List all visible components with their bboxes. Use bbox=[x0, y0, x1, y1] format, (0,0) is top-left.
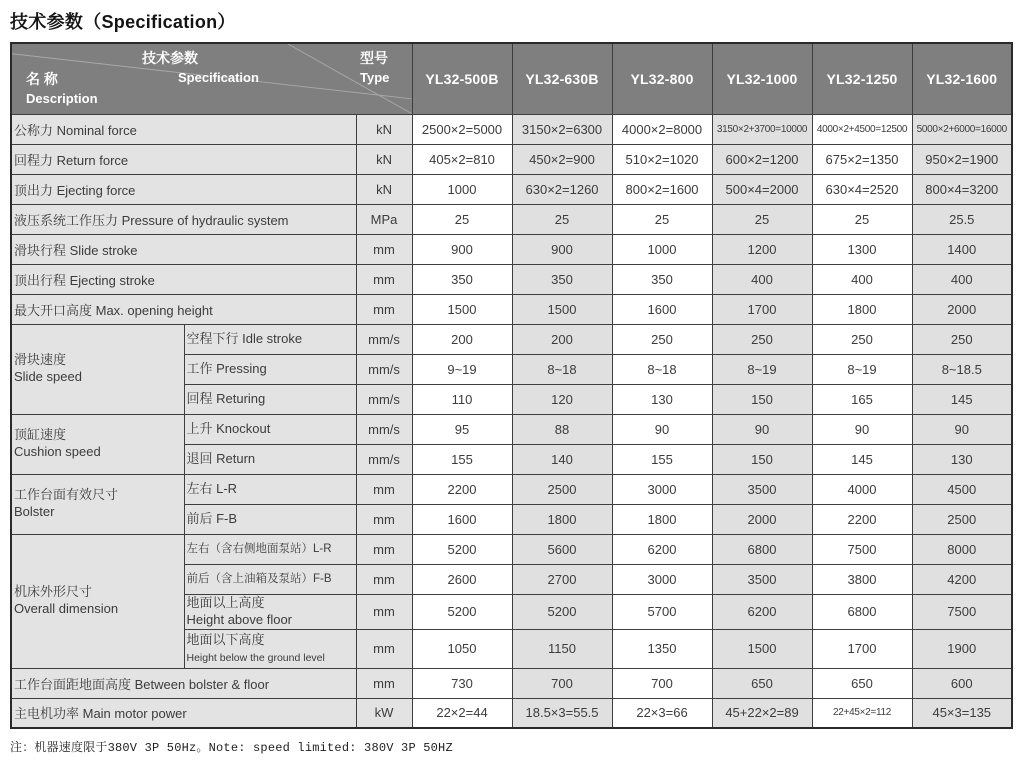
value-cell: 5700 bbox=[612, 594, 712, 629]
sub-label-line1: 工作 Pressing bbox=[186, 360, 267, 376]
value-cell: 800×2=1600 bbox=[612, 174, 712, 204]
header-name-label bbox=[26, 70, 98, 108]
value-cell: 1700 bbox=[712, 294, 812, 324]
spec-row bbox=[11, 144, 1012, 174]
value-cell: 650 bbox=[812, 668, 912, 698]
unit-cell: mm bbox=[356, 629, 412, 668]
value-cell: 600×2=1200 bbox=[712, 144, 812, 174]
row-label: 顶出力 Ejecting force bbox=[11, 174, 356, 204]
group-label-zh: 机床外形尺寸 bbox=[14, 584, 93, 600]
spec-row bbox=[11, 264, 1012, 294]
value-cell: 2500 bbox=[512, 474, 612, 504]
group-label bbox=[11, 474, 184, 534]
value-cell: 5200 bbox=[512, 594, 612, 629]
value-cell: 140 bbox=[512, 444, 612, 474]
value-cell: 400 bbox=[812, 264, 912, 294]
value-cell: 22+45×2=112 bbox=[812, 698, 912, 728]
sub-label bbox=[184, 384, 356, 414]
value-cell: 1900 bbox=[912, 629, 1012, 668]
unit-cell: mm bbox=[356, 534, 412, 564]
row-label: 液压系统工作压力 Pressure of hydraulic system bbox=[11, 204, 356, 234]
sub-label bbox=[184, 534, 356, 564]
sub-label-line1: 回程 Returing bbox=[186, 390, 266, 406]
value-cell: 950×2=1900 bbox=[912, 144, 1012, 174]
value-cell: 1800 bbox=[812, 294, 912, 324]
value-cell: 730 bbox=[412, 668, 512, 698]
header-type-label bbox=[360, 49, 389, 87]
value-cell: 45×3=135 bbox=[912, 698, 1012, 728]
unit-cell: mm bbox=[356, 234, 412, 264]
sub-label bbox=[184, 354, 356, 384]
value-cell: 1300 bbox=[812, 234, 912, 264]
value-cell: 1700 bbox=[812, 629, 912, 668]
value-cell: 675×2=1350 bbox=[812, 144, 912, 174]
value-cell: 110 bbox=[412, 384, 512, 414]
spec-row bbox=[11, 324, 1012, 354]
value-cell: 145 bbox=[912, 384, 1012, 414]
value-cell: 150 bbox=[712, 444, 812, 474]
value-cell: 4500 bbox=[912, 474, 1012, 504]
unit-cell: mm bbox=[356, 594, 412, 629]
value-cell: 1600 bbox=[612, 294, 712, 324]
group-label-zh: 滑块速度 bbox=[14, 352, 67, 368]
sub-label-line1: 空程下行 Idle stroke bbox=[186, 330, 303, 346]
value-cell: 1150 bbox=[512, 629, 612, 668]
value-cell: 200 bbox=[512, 324, 612, 354]
value-cell: 2500×2=5000 bbox=[412, 114, 512, 144]
value-cell: 165 bbox=[812, 384, 912, 414]
sub-label-line1: 左右（含右侧地面泵站）L-R bbox=[186, 542, 332, 555]
value-cell: 155 bbox=[612, 444, 712, 474]
value-cell: 630×4=2520 bbox=[812, 174, 912, 204]
value-cell: 88 bbox=[512, 414, 612, 444]
value-cell: 5200 bbox=[412, 594, 512, 629]
row-label: 工作台面距地面高度 Between bolster & floor bbox=[11, 668, 356, 698]
value-cell: 1000 bbox=[412, 174, 512, 204]
unit-cell: mm bbox=[356, 504, 412, 534]
sub-label-line1: 前后 F-B bbox=[186, 510, 238, 526]
value-cell: 200 bbox=[412, 324, 512, 354]
value-cell: 1050 bbox=[412, 629, 512, 668]
value-cell: 90 bbox=[712, 414, 812, 444]
value-cell: 95 bbox=[412, 414, 512, 444]
value-cell: 8~18 bbox=[612, 354, 712, 384]
row-label: 最大开口高度 Max. opening height bbox=[11, 294, 356, 324]
value-cell: 8~18 bbox=[512, 354, 612, 384]
value-cell: 3000 bbox=[612, 564, 712, 594]
value-cell: 5600 bbox=[512, 534, 612, 564]
value-cell: 350 bbox=[612, 264, 712, 294]
value-cell: 250 bbox=[912, 324, 1012, 354]
table-body bbox=[11, 114, 1012, 728]
value-cell: 1350 bbox=[612, 629, 712, 668]
value-cell: 130 bbox=[912, 444, 1012, 474]
spec-row bbox=[11, 204, 1012, 234]
unit-cell: mm/s bbox=[356, 354, 412, 384]
spec-row bbox=[11, 534, 1012, 564]
unit-cell: kW bbox=[356, 698, 412, 728]
value-cell: 250 bbox=[712, 324, 812, 354]
value-cell: 8000 bbox=[912, 534, 1012, 564]
value-cell: 8~18.5 bbox=[912, 354, 1012, 384]
row-label: 滑块行程 Slide stroke bbox=[11, 234, 356, 264]
sub-label-line1: 地面以上高度 bbox=[186, 595, 265, 611]
spec-row bbox=[11, 234, 1012, 264]
sub-label bbox=[184, 444, 356, 474]
value-cell: 3150×2=6300 bbox=[512, 114, 612, 144]
header-parameter-label bbox=[142, 49, 259, 87]
value-cell: 405×2=810 bbox=[412, 144, 512, 174]
unit-cell: kN bbox=[356, 144, 412, 174]
unit-cell: mm/s bbox=[356, 384, 412, 414]
value-cell: 250 bbox=[612, 324, 712, 354]
header-type-zh: 型号 bbox=[360, 50, 388, 66]
spec-row bbox=[11, 174, 1012, 204]
value-cell: 25 bbox=[512, 204, 612, 234]
value-cell: 90 bbox=[912, 414, 1012, 444]
value-cell: 1500 bbox=[712, 629, 812, 668]
spec-row bbox=[11, 698, 1012, 728]
value-cell: 2200 bbox=[812, 504, 912, 534]
value-cell: 90 bbox=[812, 414, 912, 444]
sub-label-line1: 地面以下高度 bbox=[186, 632, 265, 648]
value-cell: 6200 bbox=[712, 594, 812, 629]
row-label: 回程力 Return force bbox=[11, 144, 356, 174]
value-cell: 700 bbox=[612, 668, 712, 698]
value-cell: 25 bbox=[612, 204, 712, 234]
value-cell: 22×3=66 bbox=[612, 698, 712, 728]
value-cell: 25.5 bbox=[912, 204, 1012, 234]
unit-cell: mm bbox=[356, 564, 412, 594]
value-cell: 600 bbox=[912, 668, 1012, 698]
group-label bbox=[11, 534, 184, 668]
value-cell: 6800 bbox=[812, 594, 912, 629]
specification-table bbox=[10, 42, 1013, 729]
sub-label bbox=[184, 629, 356, 668]
value-cell: 900 bbox=[412, 234, 512, 264]
value-cell: 4000×2+4500=12500 bbox=[812, 114, 912, 144]
value-cell: 1600 bbox=[412, 504, 512, 534]
value-cell: 1500 bbox=[412, 294, 512, 324]
value-cell: 90 bbox=[612, 414, 712, 444]
footer-note: 注：机器速度限于380V 3P 50Hz。Note: speed limited: 380V 3P 50HZ bbox=[10, 741, 453, 755]
value-cell: 1400 bbox=[912, 234, 1012, 264]
sub-label-line1: 退回 Return bbox=[186, 450, 256, 466]
group-label-en: Overall dimension bbox=[14, 601, 119, 616]
value-cell: 18.5×3=55.5 bbox=[512, 698, 612, 728]
value-cell: 1800 bbox=[612, 504, 712, 534]
model-header-yl32-500b: YL32-500B bbox=[412, 43, 512, 114]
group-label-en: Slide speed bbox=[14, 369, 82, 384]
header-corner-cell bbox=[11, 43, 412, 114]
value-cell: 22×2=44 bbox=[412, 698, 512, 728]
value-cell: 6800 bbox=[712, 534, 812, 564]
header-type-en: Type bbox=[360, 70, 390, 86]
value-cell: 5200 bbox=[412, 534, 512, 564]
row-label: 主电机功率 Main motor power bbox=[11, 698, 356, 728]
value-cell: 150 bbox=[712, 384, 812, 414]
value-cell: 5000×2+6000=16000 bbox=[912, 114, 1012, 144]
value-cell: 3500 bbox=[712, 474, 812, 504]
spec-row bbox=[11, 474, 1012, 504]
value-cell: 4000 bbox=[812, 474, 912, 504]
sub-label bbox=[184, 474, 356, 504]
value-cell: 510×2=1020 bbox=[612, 144, 712, 174]
sub-label bbox=[184, 504, 356, 534]
value-cell: 630×2=1260 bbox=[512, 174, 612, 204]
value-cell: 130 bbox=[612, 384, 712, 414]
unit-cell: mm bbox=[356, 294, 412, 324]
value-cell: 900 bbox=[512, 234, 612, 264]
value-cell: 4000×2=8000 bbox=[612, 114, 712, 144]
table-header bbox=[11, 43, 1012, 114]
unit-cell: mm/s bbox=[356, 444, 412, 474]
value-cell: 350 bbox=[412, 264, 512, 294]
value-cell: 25 bbox=[812, 204, 912, 234]
sub-label bbox=[184, 594, 356, 629]
value-cell: 2700 bbox=[512, 564, 612, 594]
value-cell: 2500 bbox=[912, 504, 1012, 534]
header-name-en: Description bbox=[26, 91, 98, 107]
value-cell: 350 bbox=[512, 264, 612, 294]
value-cell: 500×4=2000 bbox=[712, 174, 812, 204]
value-cell: 800×4=3200 bbox=[912, 174, 1012, 204]
value-cell: 25 bbox=[712, 204, 812, 234]
unit-cell: kN bbox=[356, 114, 412, 144]
value-cell: 8~19 bbox=[712, 354, 812, 384]
unit-cell: mm bbox=[356, 668, 412, 698]
value-cell: 2000 bbox=[712, 504, 812, 534]
value-cell: 3500 bbox=[712, 564, 812, 594]
group-label-zh: 工作台面有效尺寸 bbox=[14, 487, 119, 503]
spec-row bbox=[11, 414, 1012, 444]
sub-label-line2: Height below the ground level bbox=[186, 651, 325, 664]
row-label: 公称力 Nominal force bbox=[11, 114, 356, 144]
header-name-zh: 名 称 bbox=[26, 71, 58, 88]
value-cell: 400 bbox=[712, 264, 812, 294]
model-header-yl32-630b: YL32-630B bbox=[512, 43, 612, 114]
unit-cell: mm/s bbox=[356, 324, 412, 354]
value-cell: 120 bbox=[512, 384, 612, 414]
value-cell: 3000 bbox=[612, 474, 712, 504]
sub-label-line1: 前后（含上油箱及泵站）F-B bbox=[186, 572, 332, 585]
value-cell: 8~19 bbox=[812, 354, 912, 384]
value-cell: 9~19 bbox=[412, 354, 512, 384]
model-header-yl32-800: YL32-800 bbox=[612, 43, 712, 114]
model-header-yl32-1000: YL32-1000 bbox=[712, 43, 812, 114]
sub-label-line2: Height above floor bbox=[186, 611, 293, 627]
value-cell: 155 bbox=[412, 444, 512, 474]
group-label-en: Bolster bbox=[14, 504, 55, 519]
value-cell: 3150×2+3700=10000 bbox=[712, 114, 812, 144]
value-cell: 145 bbox=[812, 444, 912, 474]
unit-cell: mm/s bbox=[356, 414, 412, 444]
group-label-zh: 顶缸速度 bbox=[14, 427, 67, 443]
value-cell: 450×2=900 bbox=[512, 144, 612, 174]
value-cell: 7500 bbox=[912, 594, 1012, 629]
group-label bbox=[11, 324, 184, 414]
spec-row bbox=[11, 114, 1012, 144]
value-cell: 3800 bbox=[812, 564, 912, 594]
row-label: 顶出行程 Ejecting stroke bbox=[11, 264, 356, 294]
value-cell: 45+22×2=89 bbox=[712, 698, 812, 728]
value-cell: 700 bbox=[512, 668, 612, 698]
group-label bbox=[11, 414, 184, 474]
sub-label bbox=[184, 564, 356, 594]
sub-label bbox=[184, 324, 356, 354]
value-cell: 1000 bbox=[612, 234, 712, 264]
value-cell: 1800 bbox=[512, 504, 612, 534]
value-cell: 25 bbox=[412, 204, 512, 234]
value-cell: 250 bbox=[812, 324, 912, 354]
sub-label bbox=[184, 414, 356, 444]
unit-cell: kN bbox=[356, 174, 412, 204]
value-cell: 7500 bbox=[812, 534, 912, 564]
spec-row bbox=[11, 294, 1012, 324]
header-parameter-en: Specification bbox=[178, 70, 259, 86]
model-header-yl32-1250: YL32-1250 bbox=[812, 43, 912, 114]
value-cell: 2200 bbox=[412, 474, 512, 504]
unit-cell: mm bbox=[356, 264, 412, 294]
model-header-yl32-1600: YL32-1600 bbox=[912, 43, 1012, 114]
spec-row bbox=[11, 668, 1012, 698]
value-cell: 2000 bbox=[912, 294, 1012, 324]
unit-cell: MPa bbox=[356, 204, 412, 234]
header-parameter-zh: 技术参数 bbox=[142, 50, 198, 66]
sub-label-line1: 左右 L-R bbox=[186, 480, 238, 496]
value-cell: 1500 bbox=[512, 294, 612, 324]
value-cell: 1200 bbox=[712, 234, 812, 264]
value-cell: 2600 bbox=[412, 564, 512, 594]
value-cell: 4200 bbox=[912, 564, 1012, 594]
value-cell: 650 bbox=[712, 668, 812, 698]
page-title: 技术参数（Specification） bbox=[10, 12, 236, 32]
sub-label-line1: 上升 Knockout bbox=[186, 420, 271, 436]
value-cell: 400 bbox=[912, 264, 1012, 294]
group-label-en: Cushion speed bbox=[14, 444, 101, 459]
unit-cell: mm bbox=[356, 474, 412, 504]
value-cell: 6200 bbox=[612, 534, 712, 564]
